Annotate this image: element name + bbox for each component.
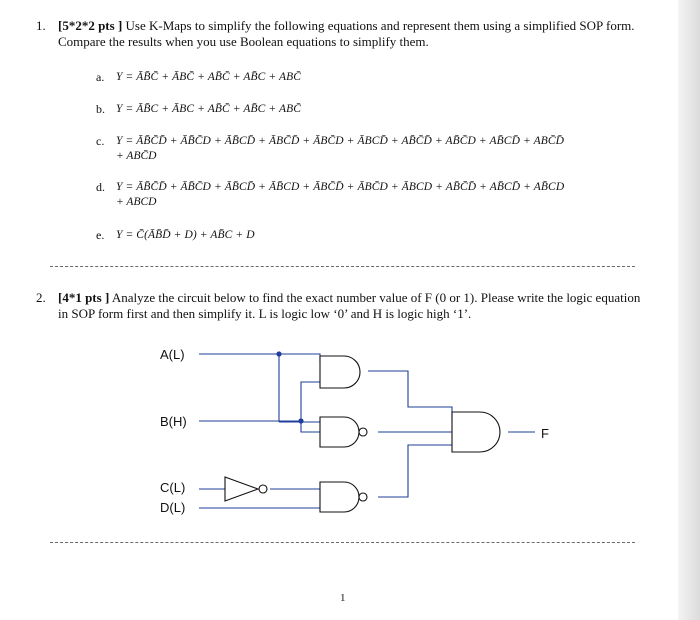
junction-dot-a — [276, 351, 281, 356]
question-1-points: [5*2*2 pts ] — [58, 18, 123, 33]
wire-nand2-out — [378, 445, 452, 497]
equation-text: Y = ĀB̄C + ĀBC + AB̄C̄ + AB̄C + ABC̄ — [116, 103, 302, 115]
question-1-number: 1. — [36, 18, 46, 33]
equation-continuation: + ABCD — [116, 196, 157, 208]
equation-text: Y = C̄(ĀB̄D̄ + D) + AB̄C + D — [116, 229, 255, 241]
equation-label: e. — [96, 228, 105, 242]
input-label-a: A(L) — [160, 347, 185, 362]
wire-b-to-nand — [301, 421, 320, 432]
section-divider — [50, 542, 635, 543]
nand-gate-1 — [320, 417, 359, 447]
input-label-b: B(H) — [160, 414, 187, 429]
equation-continuation: + ABC̄D — [116, 150, 157, 162]
equation-label: c. — [96, 134, 105, 148]
question-2-number: 2. — [36, 290, 46, 305]
wire-b-to-and1 — [301, 382, 320, 421]
wire-a-to-and1 — [279, 354, 320, 362]
question-2-points: [4*1 pts ] — [58, 290, 110, 305]
equation-text: Y = ĀB̄C̄D̄ + ĀB̄C̄D + ĀB̄CD̄ + ĀB̄CD + ĀBC̄D̄ + ĀBC̄D + ĀBCD + AB̄C̄D̄ + AB̄CD̄ + AB̄CD — [116, 181, 565, 193]
not-gate-c — [225, 477, 258, 501]
wire-and1-out — [368, 371, 452, 420]
equation-label: d. — [96, 180, 105, 194]
not-gate-c-bubble — [259, 485, 267, 493]
input-label-d: D(L) — [160, 500, 186, 515]
nand-gate-2 — [320, 482, 359, 512]
equation-label: b. — [96, 102, 105, 116]
output-label-f: F — [541, 426, 549, 441]
input-label-c: C(L) — [160, 480, 186, 495]
and-gate-1 — [320, 356, 360, 388]
question-2-text: Analyze the circuit below to find the exact number value of F (0 or 1). Please write the logic equation in SOP form first and then simplify it. L is logic low ‘0’ and H is logic high ‘1’. — [58, 290, 641, 321]
equation-label: a. — [96, 70, 105, 84]
junction-dot-b — [298, 418, 303, 423]
equation-text: Y = ĀB̄C̄D̄ + ĀB̄C̄D + ĀB̄CD̄ + ĀBC̄D̄ + ĀBC̄D + ĀBCD̄ + AB̄C̄D̄ + AB̄C̄D + AB̄CD̄ + ABC̄D̄ — [116, 135, 565, 147]
equation-text: Y = ĀB̄C̄ + ĀBC̄ + AB̄C̄ + AB̄C + ABC̄ — [116, 71, 302, 83]
nand-gate-1-bubble — [359, 428, 367, 436]
page-number: 1 — [340, 592, 346, 604]
nand-gate-2-bubble — [359, 493, 367, 501]
and-gate-final — [452, 412, 500, 452]
question-1-text: Use K-Maps to simplify the following equations and represent them using a simplified SOP form. Compare the results when you use Boolean equations to simplify them. — [58, 18, 635, 49]
